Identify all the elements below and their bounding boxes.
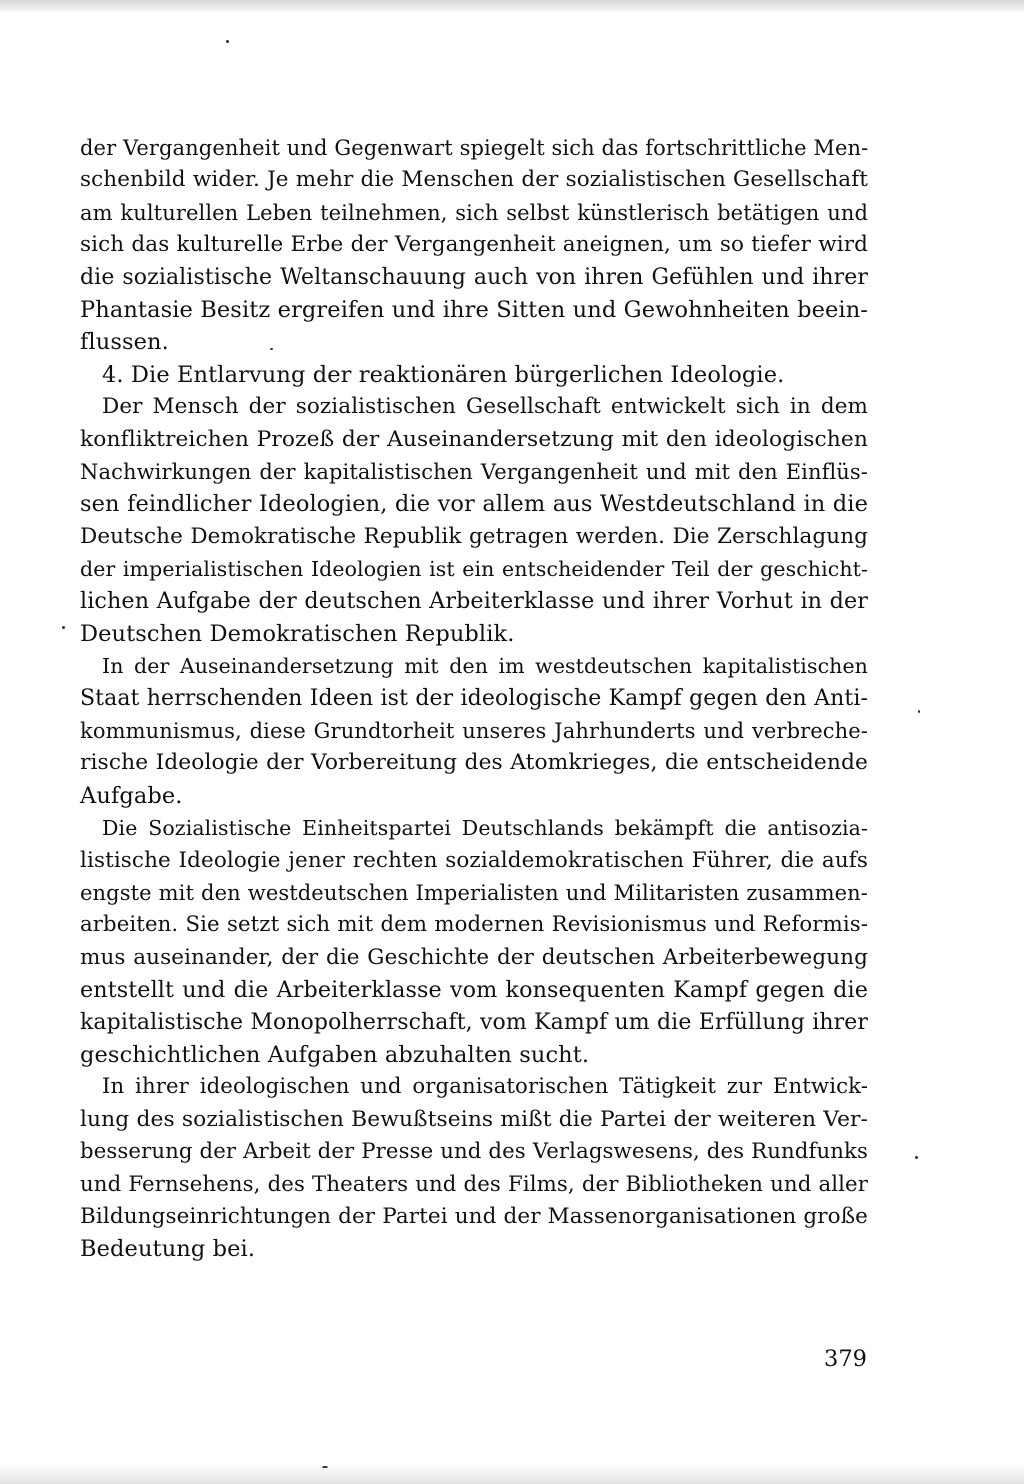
- text-line: In ihrer ideologischen und organisatorischen Tätigkeit zur Entwick-: [102, 1074, 868, 1100]
- scan-speck: [62, 626, 65, 629]
- text-line: Nachwirkungen der kapitalistischen Vergangenheit und mit den Einflüs-: [80, 459, 868, 484]
- text-line: Bedeutung bei.: [80, 1236, 256, 1263]
- text-line: der Vergangenheit und Gegenwart spiegelt sich das fortschrittliche Men-: [80, 136, 869, 160]
- text-line: sich das kulturelle Erbe der Vergangenheit aneignen, um so tiefer wird: [80, 232, 868, 258]
- text-line: mus auseinander, der die Geschichte der deutschen Arbeiterbewegung: [80, 944, 868, 970]
- text-line: schenbild wider. Je mehr die Menschen der sozialistischen Gesellschaft: [80, 167, 868, 193]
- scan-speck: [918, 710, 920, 713]
- text-line: lichen Aufgabe der deutschen Arbeiterklasse und ihrer Vorhut in der: [80, 588, 868, 615]
- text-line: flussen.: [80, 329, 169, 356]
- text-line: engste mit den westdeutschen Imperialisten und Militaristen zusammen-: [80, 880, 868, 905]
- text-line: Phantasie Besitz ergreifen und ihre Sitten und Gewohnheiten beein-: [80, 296, 868, 323]
- text-line: am kulturellen Leben teilnehmen, sich selbst künstlerisch betätigen und: [80, 200, 868, 225]
- text-line: lung des sozialistischen Bewußtseins mißt die Partei der weiteren Ver-: [80, 1106, 868, 1132]
- text-line: kommunismus, diese Grundtorheit unseres Jahrhunderts und verbreche-: [80, 719, 868, 744]
- text-line: entstellt und die Arbeiterklasse vom konsequenten Kampf gegen die: [80, 977, 868, 1004]
- text-line: geschichtlichen Aufgaben abzuhalten sucht.: [80, 1041, 590, 1068]
- text-line: Deutsche Demokratische Republik getragen werden. Die Zerschlagung: [80, 523, 868, 549]
- text-line: rische Ideologie der Vorbereitung des Atomkrieges, die entscheidende: [80, 750, 868, 776]
- scan-speck: [226, 40, 229, 43]
- text-line: arbeiten. Sie setzt sich mit dem modernen Revisionismus und Reformis-: [80, 912, 868, 938]
- text-line: besserung der Arbeit der Presse und des Verlagswesens, des Rundfunks: [80, 1139, 868, 1165]
- body-text: [80, 132, 868, 1266]
- text-line: und Fernsehens, des Theaters und des Films, der Bibliotheken und aller: [80, 1171, 868, 1197]
- scan-top-edge: [0, 0, 1024, 14]
- text-line: der imperialistischen Ideologien ist ein entscheidender Teil der geschicht-: [80, 557, 868, 582]
- text-line: konfliktreichen Prozeß der Auseinandersetzung mit den ideologischen: [80, 426, 868, 452]
- text-line: In der Auseinandersetzung mit den im westdeutschen kapitalistischen: [102, 654, 868, 679]
- scan-bottom-edge: [0, 1464, 1024, 1484]
- text-line: Bildungseinrichtungen der Partei und der Massenorganisationen große: [80, 1203, 868, 1229]
- text-line: 4. Die Entlarvung der reaktionären bürgerlichen Ideologie.: [102, 361, 785, 388]
- scan-speck: [322, 1466, 328, 1468]
- text-line: Deutschen Demokratischen Republik.: [80, 620, 515, 647]
- text-line: Der Mensch der sozialistischen Gesellschaft entwickelt sich in dem: [102, 394, 868, 420]
- text-line: sen feindlicher Ideologien, die vor allem aus Westdeutschland in die: [80, 491, 868, 518]
- text-line: Die Sozialistische Einheitspartei Deutschlands bekämpft die antisozia-: [102, 816, 868, 841]
- text-line: Staat herrschenden Ideen ist der ideologische Kampf gegen den Anti-: [80, 685, 868, 711]
- text-line: listische Ideologie jener rechten sozialdemokratischen Führer, die aufs: [80, 847, 868, 873]
- text-line: die sozialistische Weltanschauung auch von ihren Gefühlen und ihrer: [80, 264, 868, 290]
- page-number: 379: [824, 1346, 867, 1372]
- scan-speck: [915, 1156, 918, 1159]
- text-line: Aufgabe.: [80, 782, 183, 809]
- text-line: kapitalistische Monopolherrschaft, vom Kampf um die Erfüllung ihrer: [80, 1009, 868, 1035]
